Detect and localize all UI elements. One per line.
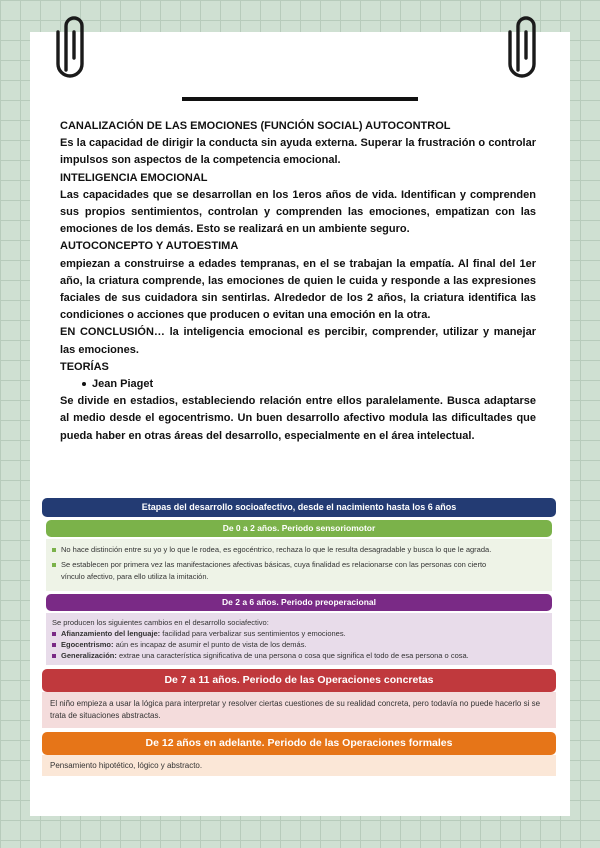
- square-bullet-icon: [52, 632, 56, 636]
- paragraph-autoconcepto: empiezan a construirse a edades tempranas, en el se trabajan la empatía. Al final del 1er año, la criatura comprende, las emociones de quien le cuida y responde a las expresiones faciales de sus cuidadora sin sentirlas. Alrededor de los 2 años, la criatura identifica las condiciones o acciones que producen o evitan una emoción en la otra.: [60, 257, 536, 322]
- square-bullet-icon: [52, 548, 56, 552]
- heading-autocontrol: CANALIZACIÓN DE LAS EMOCIONES (FUNCIÓN SOCIAL) AUTOCONTROL: [60, 120, 451, 132]
- square-bullet-icon: [52, 654, 56, 658]
- notes-text: [60, 118, 536, 445]
- paperclip-icon: [508, 12, 544, 84]
- stage1-title: De 0 a 2 años. Periodo sensoriomotor: [46, 520, 552, 537]
- stage3-content: El niño empieza a usar la lógica para interpretar y resolver ciertas cuestiones de su realidad concreta, pero todavía no puede hacerlo si se trata de situaciones abstractas.: [42, 692, 556, 728]
- square-bullet-icon: [52, 643, 56, 647]
- stage4-title: De 12 años en adelante. Periodo de las Operaciones formales: [42, 732, 556, 755]
- paperclip-icon: [56, 12, 92, 84]
- stage2-title: De 2 a 6 años. Periodo preoperacional: [46, 594, 552, 611]
- paragraph-autocontrol: Es la capacidad de dirigir la conducta sin ayuda externa. Superar la frustración o controlar impulsos son aspectos de la competencia emocional.: [60, 137, 536, 167]
- stage2-content: [46, 613, 552, 665]
- list-item: Egocentrismo: aún es incapaz de asumir el punto de vista de los demás.: [52, 639, 546, 650]
- table-header: Etapas del desarrollo socioafectivo, desde el nacimiento hasta los 6 años: [42, 498, 556, 517]
- list-item: Afianzamiento del lenguaje: facilidad para verbalizar sus sentimientos y emociones.: [52, 628, 546, 639]
- square-bullet-icon: [52, 563, 56, 567]
- list-item: Generalización: extrae una característica significativa de una persona o cosa que significa el todo de esa persona o cosa.: [52, 650, 546, 661]
- bullet-piaget: [60, 376, 536, 393]
- heading-inteligencia: INTELIGENCIA EMOCIONAL: [60, 171, 208, 184]
- title-rule: [182, 97, 418, 101]
- stage3-title: De 7 a 11 años. Periodo de las Operaciones concretas: [42, 669, 556, 692]
- heading-autoconcepto: AUTOCONCEPTO Y AUTOESTIMA: [60, 240, 239, 253]
- bullet-label: Jean Piaget: [92, 378, 154, 391]
- stage4-content: Pensamiento hipotético, lógico y abstracto.: [42, 755, 556, 776]
- heading-teorias: TEORÍAS: [60, 360, 109, 373]
- paragraph-conclusion: EN CONCLUSIÓN… la inteligencia emocional es percibir, comprender, utilizar y manejar las emociones.: [60, 326, 536, 356]
- stages-table: [42, 498, 556, 776]
- bullet-icon: [82, 382, 86, 386]
- list-item: No hace distinción entre su yo y lo que le rodea, es egocéntrico, rechaza lo que le resulta desagradable y busca lo que le agrada.: [52, 544, 546, 555]
- stage1-content: [46, 539, 552, 591]
- list-item: Se establecen por primera vez las manifestaciones afectivas básicas, cuya finalidad es relacionarse con las personas con cierto: [52, 559, 546, 570]
- paragraph-piaget: Se divide en estadios, estableciendo relación entre ellos paralelamente. Busca adaptarse al medio desde el egocentrismo. Un buen desarrollo afectivo modula las dificultades que pueda haber en otras áreas del desarrollo, especialmente en el área intelectual.: [60, 395, 536, 442]
- paragraph-inteligencia: Las capacidades que se desarrollan en los 1eros años de vida. Identifican y comprenden sus propios sentimientos, controlan y comprenden las emociones, empatizan con las emociones de los demás. Esto se realizará en un ambiente seguro.: [60, 188, 536, 236]
- stage2-intro: Se producen los siguientes cambios en el desarrollo sociafectivo:: [52, 618, 269, 627]
- list-item-continued: vínculo afectivo, para ello utiliza la imitación.: [61, 572, 209, 581]
